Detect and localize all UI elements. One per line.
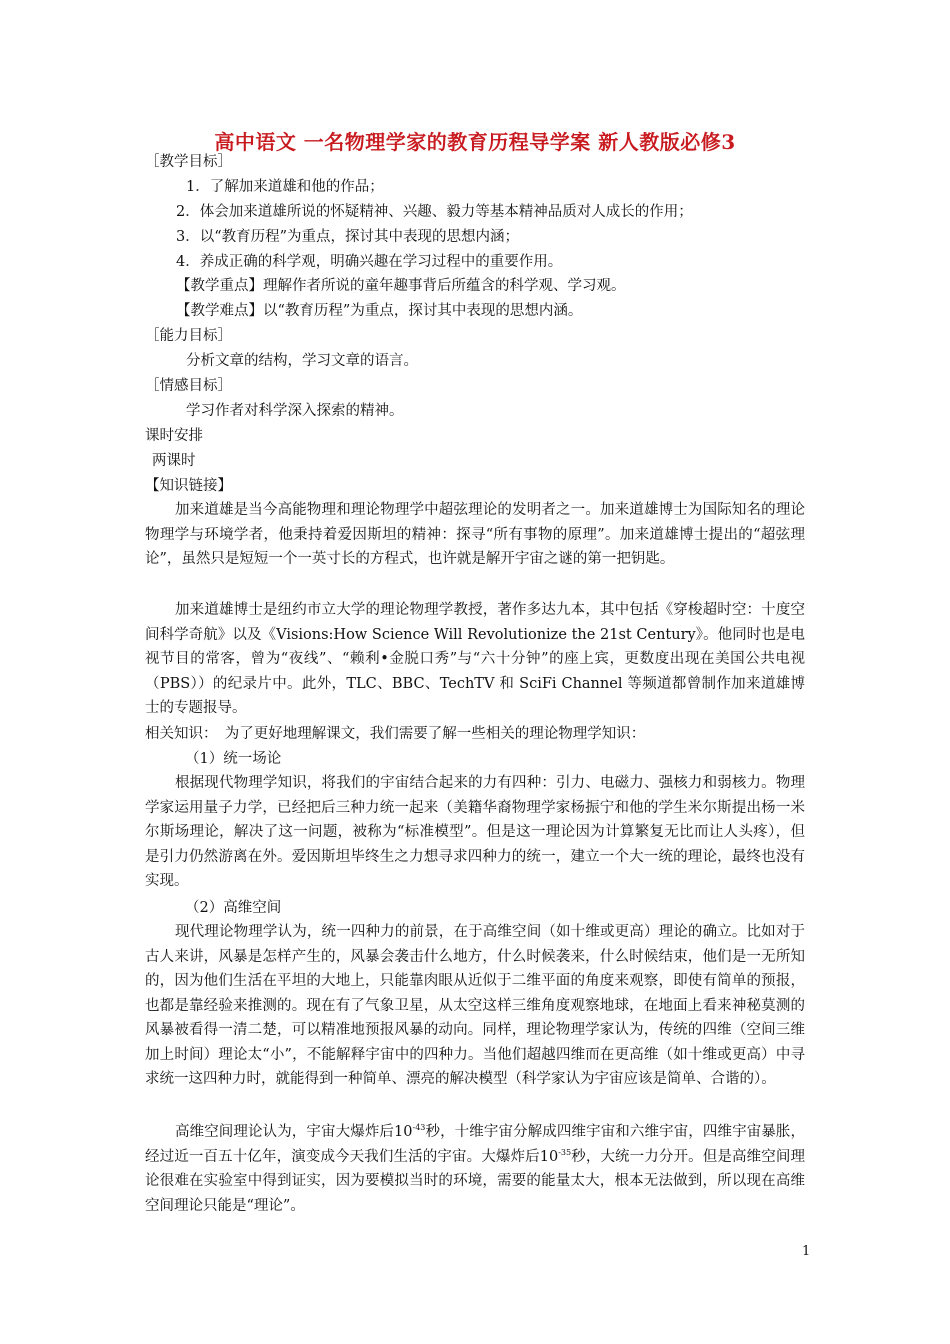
text-run: 秒，十维宇宙分解成四维宇宙和六维宇宙，四维宇宙暴胀，经过近一百五十亿年，演变成今天我们生活的宇宙。大爆炸后10 [145,1124,806,1165]
text-run: 高维空间理论认为，宇宙大爆炸后10 [175,1124,413,1140]
emotion-heading: ［情感目标］ [145,378,232,394]
document-title: 高中语文 一名物理学家的教育历程导学案 新人教版必修3 [214,130,736,154]
page-number: 1 [802,1244,811,1259]
ability-heading: ［能力目标］ [145,328,232,344]
subheading-unified-field: （1）统一场论 [185,751,282,767]
exponent: -35 [558,1147,572,1157]
paragraph-bio: 加来道雄博士是纽约市立大学的理论物理学教授，著作多达九本，其中包括《穿梭超时空：十度空间科学奇航》以及《Visions:How Science Will Revolutionize the 21st Century》。他同时也是电视节目的常客，曾为“夜线”、“赖利•金脱口秀”与“六十分钟”的座上宾，更数度出现在美国公共电视（PBS））的纪录片中。此外，TLC、BBC、TechTV 和 SciFi Channel 等频道都曾制作加来道雄博士的专题报导。 [145,602,805,716]
key-point: 【教学重点】理解作者所说的童年趣事背后所蕴含的科学观、学习观。 [176,278,626,294]
paragraph-big-bang [145,1120,805,1218]
goal-item-1: 1．了解加来道雄和他的作品； [186,179,384,195]
emotion-text: 学习作者对科学深入探索的精神。 [186,403,404,419]
paragraph-intro: 加来道雄是当今高能物理和理论物理学中超弦理论的发明者之一。加来道雄博士为国际知名的理论物理学与环境学者，他秉持着爱因斯坦的精神：探寻“所有事物的原理”。加来道雄博士提出的“超弦理论”，虽然只是短短一个一英寸长的方程式，也许就是解开宇宙之谜的第一把钥匙。 [145,502,805,567]
paragraph-unified-field: 根据现代物理学知识，将我们的宇宙结合起来的力有四种：引力、电磁力、强核力和弱核力。物理学家运用量子力学，已经把后三种力统一起来（美籍华裔物理学家杨振宁和他的学生米尔斯提出杨一米尔斯场理论，解决了这一问题，被称为“标准模型”。但是这一理论因为计算繁复无比而让人头疼），但是引力仍然游离在外。爱因斯坦毕终生之力想寻求四种力的统一，建立一个大一统的理论，最终也没有实现。 [145,775,805,889]
text-run: 秒，大统一力分开。但是高维空间理论很难在实验室中得到证实，因为要模拟当时的环境，需要的能量太大，根本无法做到，所以现在高维空间理论只能是“理论”。 [145,1148,805,1214]
schedule-heading: 课时安排 [145,428,203,444]
related-knowledge: 相关知识： 为了更好地理解课文，我们需要了解一些相关的理论物理学知识： [145,726,646,742]
goal-item-2: 2．体会加来道雄所说的怀疑精神、兴趣、毅力等基本精神品质对人成长的作用； [176,204,693,220]
goal-item-4: 4．养成正确的科学观，明确兴趣在学习过程中的重要作用。 [176,254,563,270]
goals-heading: ［教学目标］ [145,154,232,170]
ability-text: 分析文章的结构，学习文章的语言。 [186,353,418,369]
difficulty: 【教学难点】以“教育历程”为重点，探讨其中表现的思想内涵。 [176,303,583,319]
knowledge-heading: 【知识链接】 [145,478,232,494]
paragraph-higher-dimension: 现代理论物理学认为，统一四种力的前景，在于高维空间（如十维或更高）理论的确立。比如对于古人来讲，风暴是怎样产生的，风暴会袭击什么地方，什么时候袭来，什么时候结束，他们是一无所知的，因为他们生活在平坦的大地上，只能靠肉眼从近似于二维平面的角度来观察，即使有简单的预报，也都是靠经验来推测的。现在有了气象卫星，从太空这样三维角度观察地球，在地面上看来神秘莫测的风暴被看得一清二楚，可以精准地预报风暴的动向。同样，理论物理学家认为，传统的四维（空间三维加上时间）理论太“小”，不能解释宇宙中的四种力。当他们超越四维而在更高维（如十维或更高）中寻求统一这四种力时，就能得到一种简单、漂亮的解决模型（科学家认为宇宙应该是简单、合谐的）。 [145,924,805,1087]
exponent: -43 [412,1123,426,1133]
schedule-text: 两课时 [152,453,196,469]
goal-item-3: 3．以“教育历程”为重点，探讨其中表现的思想内涵； [176,229,520,245]
subheading-higher-dimension: （2）高维空间 [185,900,282,916]
